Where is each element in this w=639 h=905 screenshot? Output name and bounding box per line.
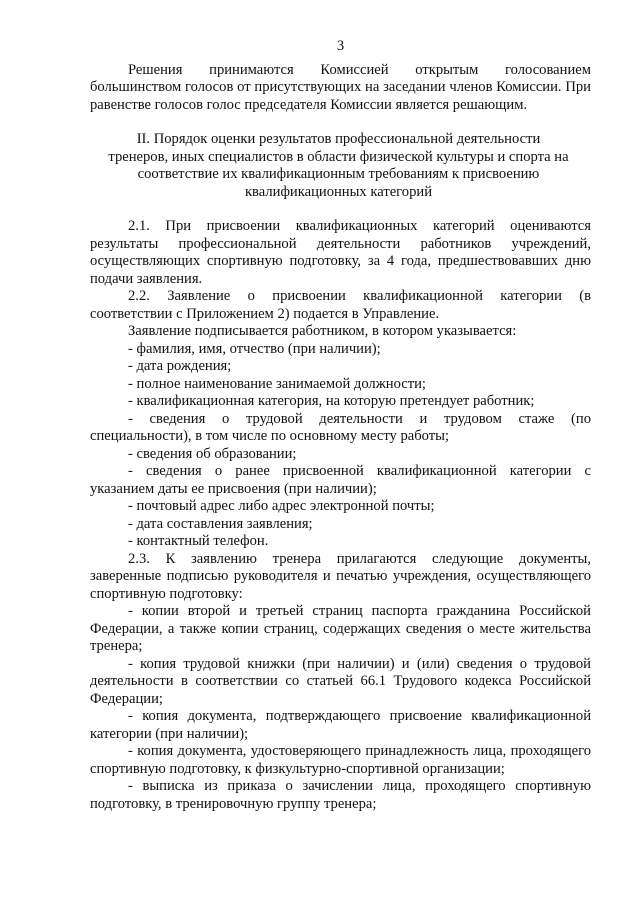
list-item: - почтовый адрес либо адрес электронной почты; [128, 498, 435, 514]
application-contents-intro: Заявление подписывается работником, в котором указывается: [128, 323, 517, 339]
list-item: - копия трудовой книжки (при наличии) и (или) сведения о трудовой деятельности в соответствии со статьей 66.1 Трудового кодекса Российской Федерации; [90, 655, 591, 707]
list-item: - контактный телефон. [128, 533, 269, 549]
list-item: - копии второй и третьей страниц паспорта гражданина Российской Федерации, а также копии страниц, содержащих сведения о месте жительства тренера; [90, 603, 591, 654]
list-item: - сведения о трудовой деятельности и трудовом стаже (по специальности), в том числе по основному месту работы; [90, 410, 591, 444]
list-item: - дата составления заявления; [128, 515, 313, 532]
list-item: - квалификационная категория, на которую претендует работник; [128, 393, 535, 409]
section-heading-line: II. Порядок оценки результатов профессиональной деятельности [136, 131, 541, 147]
section-heading-line: тренеров, иных специалистов в области физической культуры и спорта на [108, 148, 569, 165]
list-item: - дата рождения; [128, 358, 232, 374]
list-item: - сведения о ранее присвоенной квалификационной категории с указанием даты ее присвоения (при наличии); [90, 463, 591, 497]
section-heading-line: квалификационных категорий [244, 183, 433, 200]
paragraph-2-1: 2.1. При присвоении квалификационных категорий оцениваются результаты профессиональной деятельности работников учреждений, осуществляющих спортивную подготовку, за 4 года, предшествовавших дню подачи заявления. [90, 218, 591, 287]
section-heading-line: соответствие их квалификационным требованиям к присвоению [137, 166, 540, 182]
intro-paragraph: Решения принимаются Комиссией открытым голосованием большинством голосов от присутствующих на заседании членов Комиссии. При равенстве голосов голос председателя Комиссии является решающим. [90, 61, 591, 113]
section-heading [90, 131, 591, 201]
paragraph-2-3: 2.3. К заявлению тренера прилагаются следующие документы, заверенные подписью руководителя и печатью учреждения, осуществляющего спортивную подготовку: [90, 550, 591, 602]
list-item: - выписка из приказа о зачислении лица, проходящего спортивную подготовку, в тренировочную группу тренера; [90, 778, 591, 812]
list-item: - полное наименование занимаемой должности; [128, 375, 426, 392]
paragraph-2-2: 2.2. Заявление о присвоении квалификационной категории (в соответствии с Приложением 2) подается в Управление. [90, 288, 591, 322]
list-item: - копия документа, подтверждающего присвоение квалификационной категории (при наличии); [90, 708, 591, 742]
list-item: - фамилия, имя, отчество (при наличии); [128, 340, 381, 357]
list-item: - сведения об образовании; [128, 445, 297, 462]
list-item: - копия документа, удостоверяющего принадлежность лица, проходящего спортивную подготовку, к физкультурно-спортивной организации; [90, 743, 591, 777]
page-number: 3 [336, 38, 345, 54]
